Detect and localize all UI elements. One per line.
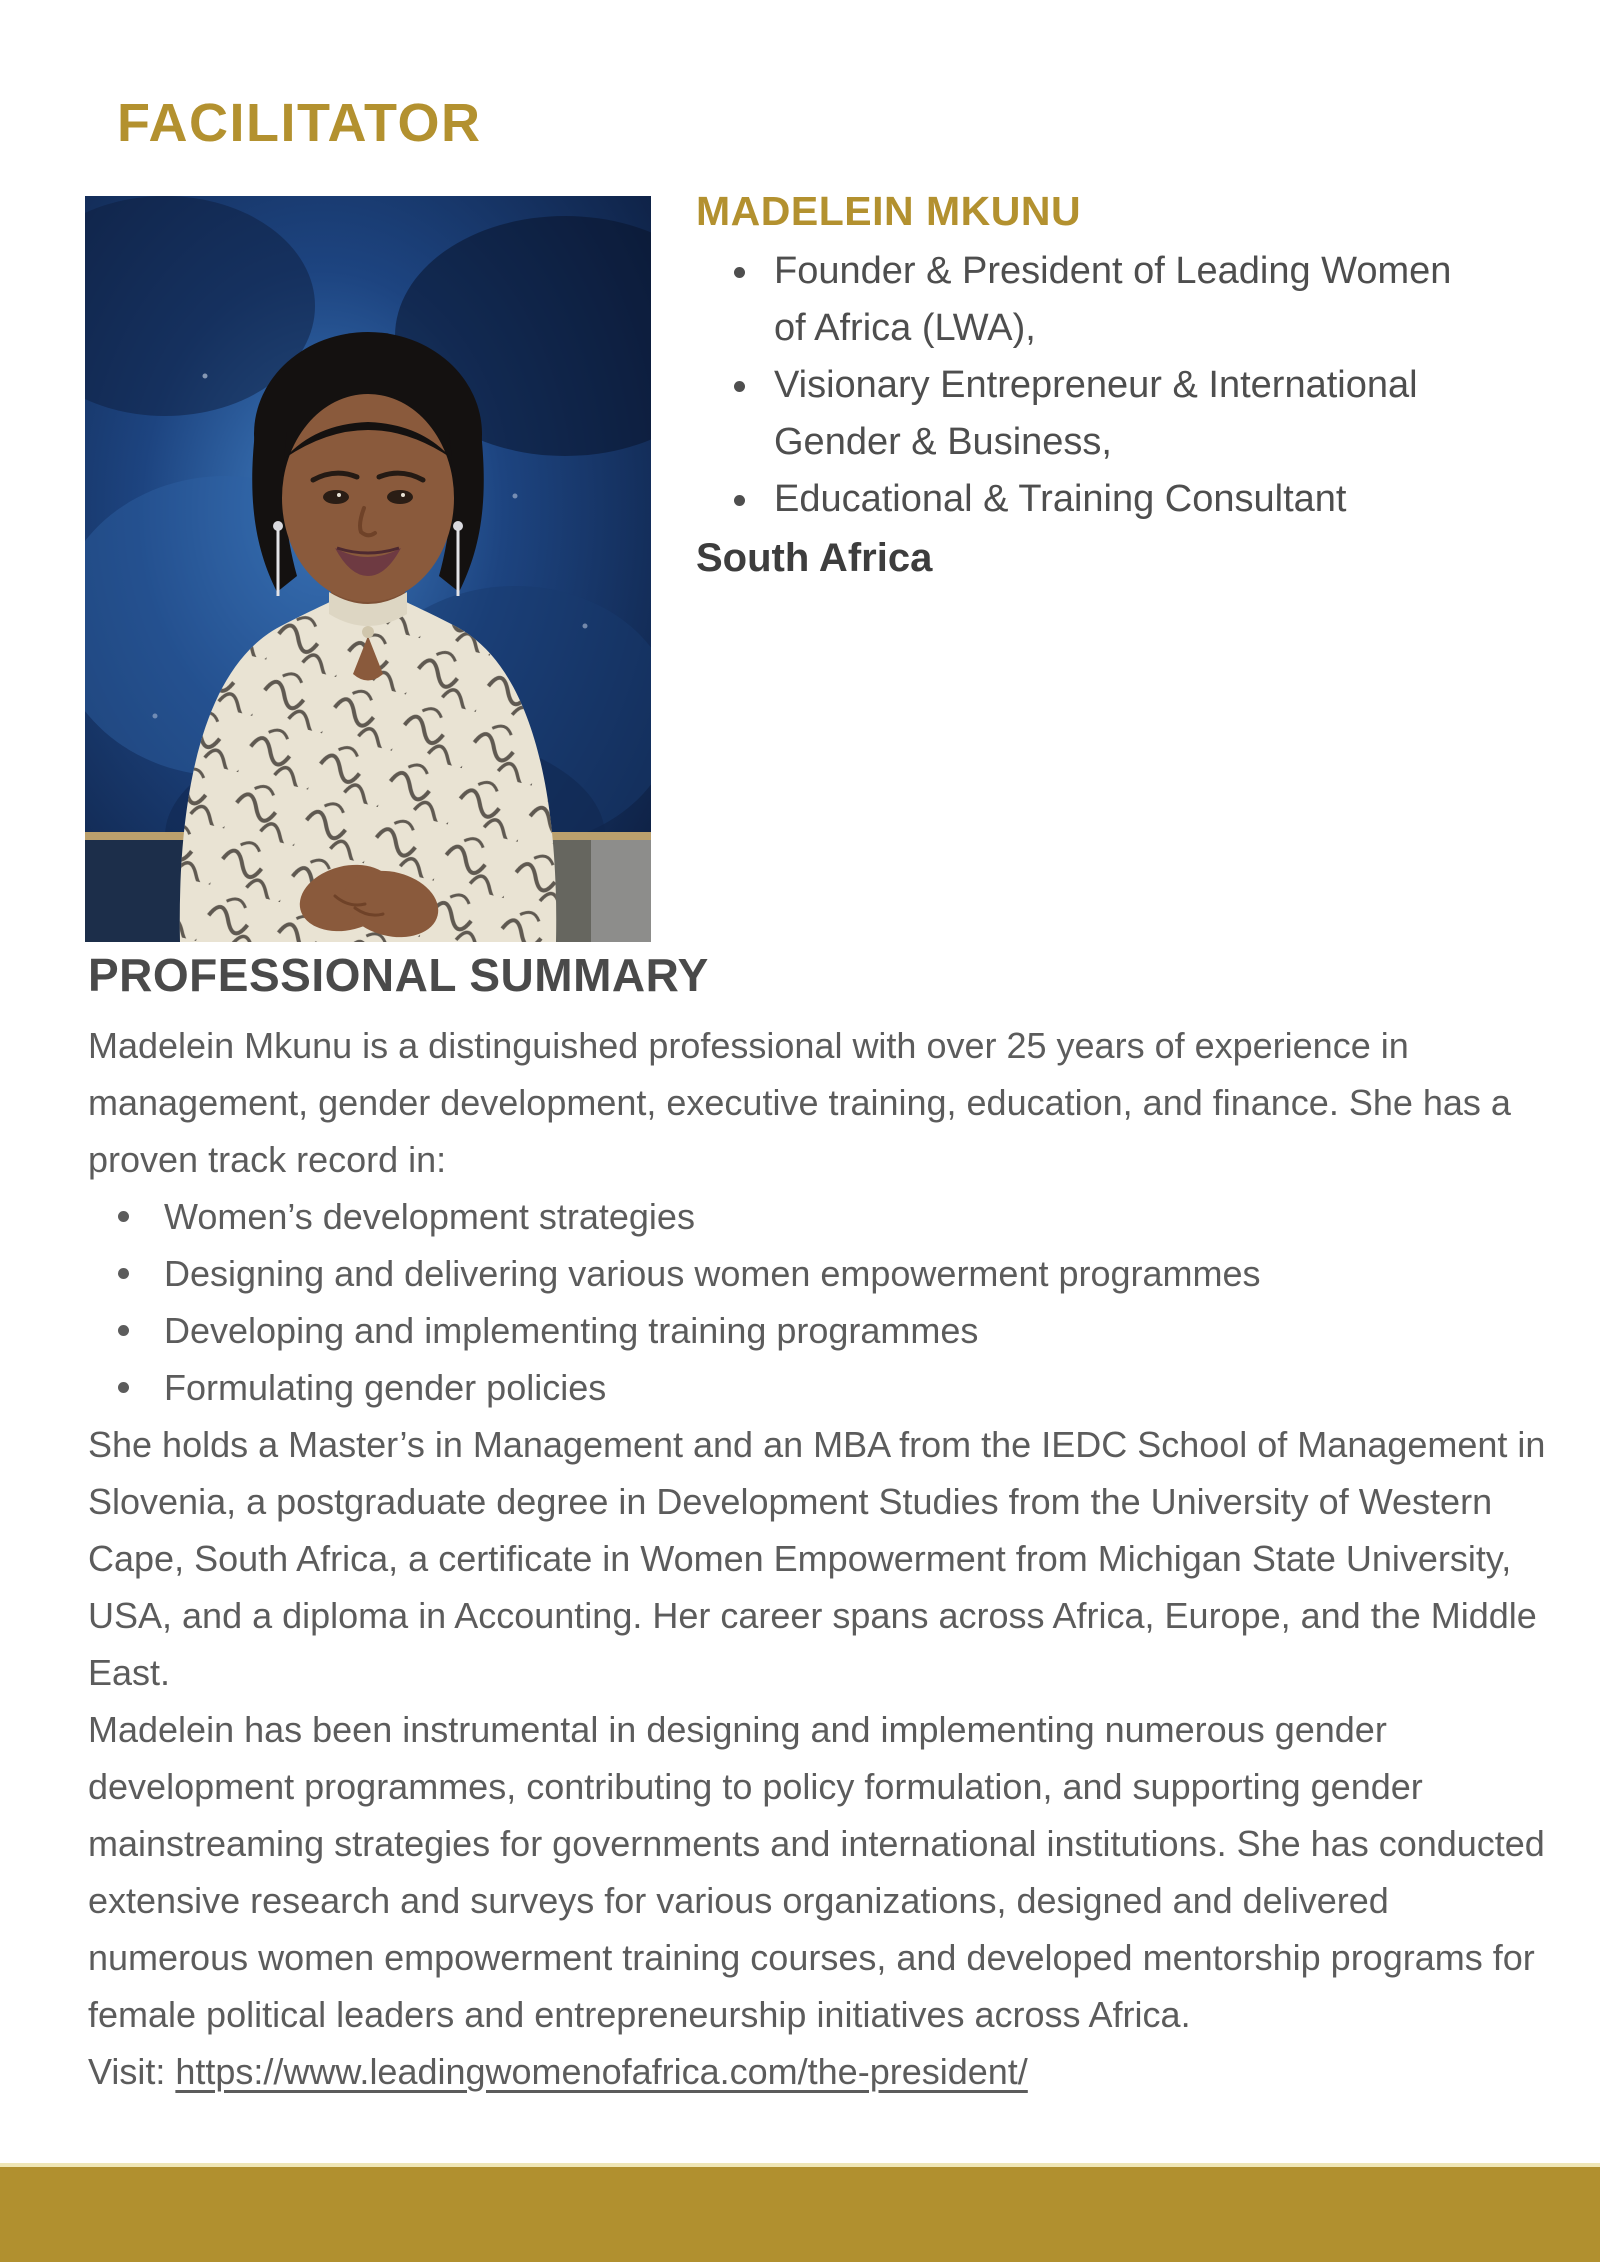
- professional-summary-section: [88, 950, 1546, 2100]
- profile-role: Founder & President of Leading Women of Africa (LWA),: [696, 243, 1456, 357]
- profile-country: South Africa: [696, 536, 933, 580]
- page-title: FACILITATOR: [117, 93, 482, 153]
- summary-bullet: Developing and implementing training programmes: [88, 1302, 1546, 1359]
- summary-heading: PROFESSIONAL SUMMARY: [88, 949, 709, 1001]
- profile-role: Visionary Entrepreneur & International Gender & Business,: [696, 357, 1456, 471]
- summary-intro: Madelein Mkunu is a distinguished professional with over 25 years of experience in management, gender development, executive training, education, and finance. She has a proven track record in:: [88, 1024, 1511, 1180]
- summary-bullet: Women’s development strategies: [88, 1188, 1546, 1245]
- profile-role: Educational & Training Consultant: [696, 471, 1456, 528]
- summary-bullet: Formulating gender policies: [88, 1359, 1546, 1416]
- visit-label: Visit:: [88, 2050, 176, 2092]
- profile-name: MADELEIN MKUNU: [696, 188, 1082, 234]
- portrait-illustration: [85, 196, 651, 942]
- visit-line: [88, 2043, 1546, 2100]
- summary-paragraph-experience: Madelein has been instrumental in designing and implementing numerous gender development programmes, contributing to policy formulation, and supporting gender mainstreaming strategies for governments and international institutions. She has conducted extensive research and surveys for various organizations, designed and delivered numerous women empowerment training courses, and developed mentorship programs for female political leaders and entrepreneurship initiatives across Africa.: [88, 1708, 1545, 2035]
- summary-paragraph-education: She holds a Master’s in Management and an MBA from the IEDC School of Management in Slovenia, a postgraduate degree in Development Studies from the University of Western Cape, South Africa, a certificate in Women Empowerment from Michigan State University, USA, and a diploma in Accounting. Her career spans across Africa, Europe, and the Middle East.: [88, 1423, 1546, 1693]
- facilitator-photo: [85, 196, 651, 942]
- profile-card: [696, 188, 1456, 587]
- summary-bullet: Designing and delivering various women empowerment programmes: [88, 1245, 1546, 1302]
- summary-bullets-list: [88, 1188, 1546, 1416]
- profile-roles-list: [696, 243, 1456, 528]
- bottom-accent-bar: [0, 2163, 1600, 2262]
- website-link[interactable]: https://www.leadingwomenofafrica.com/the-president/: [175, 2050, 1028, 2092]
